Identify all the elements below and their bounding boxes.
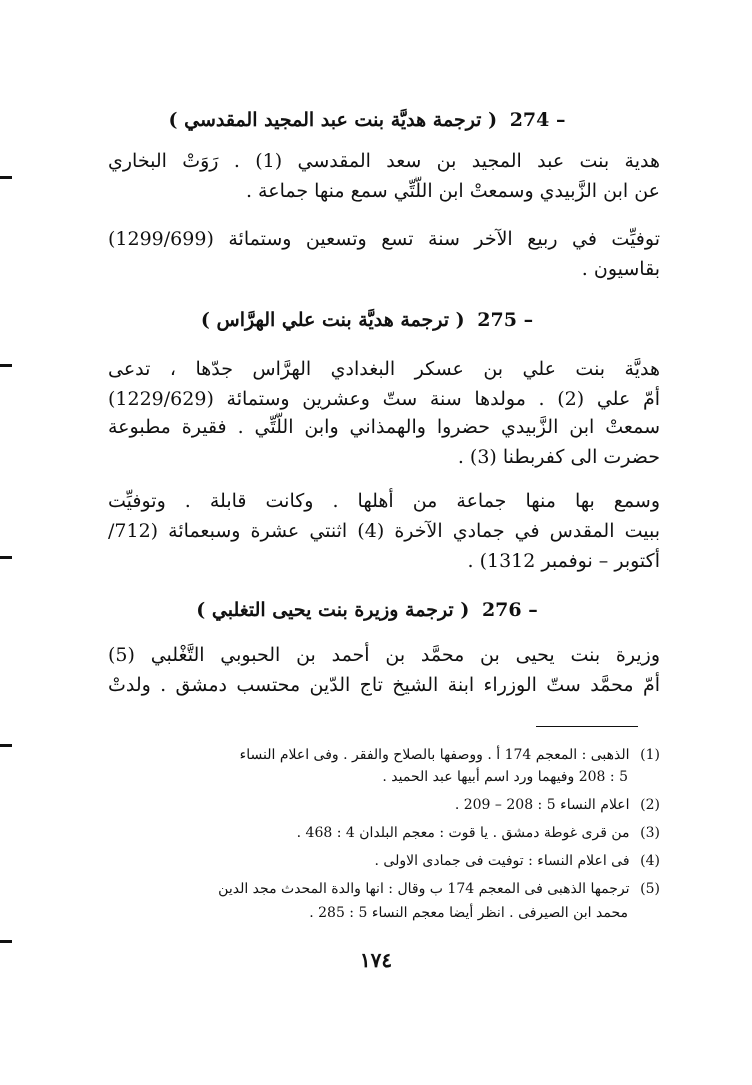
footnote-text: ترجمها الذهبى فى المعجم 174 ب وقال : انها والدة المحدث مجد الدين [218,881,630,897]
footnote-text: من قرى غوطة دمشق . يا قوت : معجم البلدان 4 : 468 . [296,825,630,841]
body-line: أمّ محمَّد ستّ الوزراء ابنة الشيخ تاج الدّين محتسب دمشق . ولدتْ [108,674,660,696]
entry-heading [152,596,582,624]
footnote [108,878,660,900]
footnote-text: اعلام النساء 5 : 208 – 209 . [454,797,630,813]
footnote-continuation: 5 : 208 وفيهما ورد اسم أبيها عبد الحميد . [382,769,628,785]
body-line: سمعتْ ابن الزَّبيدي حضروا والهمذاني وابن اللَّتِّي . فقيرة مطبوعة [108,416,660,438]
body-line: عن ابن الزَّبيدي وسمعتْ ابن اللَّتِّي سمع منها جماعة . [245,180,660,202]
footnote-continuation: محمد ابن الصيرفى . انظر أيضا معجم النساء 5 : 285 . [309,905,628,921]
footnote-text: فى اعلام النساء : توفيت فى جمادى الاولى . [374,853,630,869]
body-line: وسمع بها منها جماعة من أهلها . وكانت قابلة . وتوفيِّت [108,490,660,512]
entry-number: 274 – [509,109,566,131]
entry-heading [152,106,582,134]
entry-title: ( ترجمة هديَّة بنت عبد المجيد المقدسي ) [168,109,498,131]
footnote [108,794,660,816]
entry-title: ( ترجمة وزيرة بنت يحيى التغلبي ) [196,599,470,621]
body-line: وزيرة بنت يحيى بن محمَّد بن أحمد بن الحبوبي التَّغْلبي (5) [108,644,660,666]
footnote-number: (4) [640,853,660,869]
body-line: ببيت المقدس في جمادي الآخرة (4) اثنتي عشرة وسبعمائة (712/ [108,520,660,542]
entry-title: ( ترجمة هديَّة بنت علي الهرَّاس ) [200,309,465,331]
body-line: هدية بنت عبد المجيد بن سعد المقدسي (1) . رَوَتْ البخاري [108,150,660,172]
footnote-number: (2) [640,797,660,813]
footnote-number: (1) [640,747,660,763]
body-line: هديَّة بنت علي بن عسكر البغدادي الهرَّاس جدّها ، تدعى [108,358,660,380]
footnote-number: (3) [640,825,660,841]
edge-mark [0,176,12,179]
edge-mark [0,364,12,367]
footnote [108,822,660,844]
body-line: أمّ علي (2) . مولدها سنة ستّ وعشرين وستمائة (1229/629) [108,388,660,410]
footnote [108,850,660,872]
body-line: بقاسيون . [581,258,660,280]
edge-mark [0,744,12,747]
entry-number: 275 – [477,309,534,331]
body-line: أكتوبر – نوفمبر 1312) . [467,550,660,572]
edge-mark [0,556,12,559]
footnote [108,744,660,766]
entry-number: 276 – [481,599,538,621]
page-number: ١٧٤ [359,948,393,972]
body-line: حضرت الى كفربطنا (3) . [457,446,660,468]
footnote-number: (5) [640,881,660,897]
edge-mark [0,940,12,943]
footnote-divider [536,726,638,727]
footnote-text: الذهبى : المعجم 174 أ . ووصفها بالصلاح والفقر . وفى اعلام النساء [239,747,630,763]
entry-heading [152,306,582,334]
body-line: توفيِّت في ربيع الآخر سنة تسع وتسعين وستمائة (1299/699) [108,228,660,250]
